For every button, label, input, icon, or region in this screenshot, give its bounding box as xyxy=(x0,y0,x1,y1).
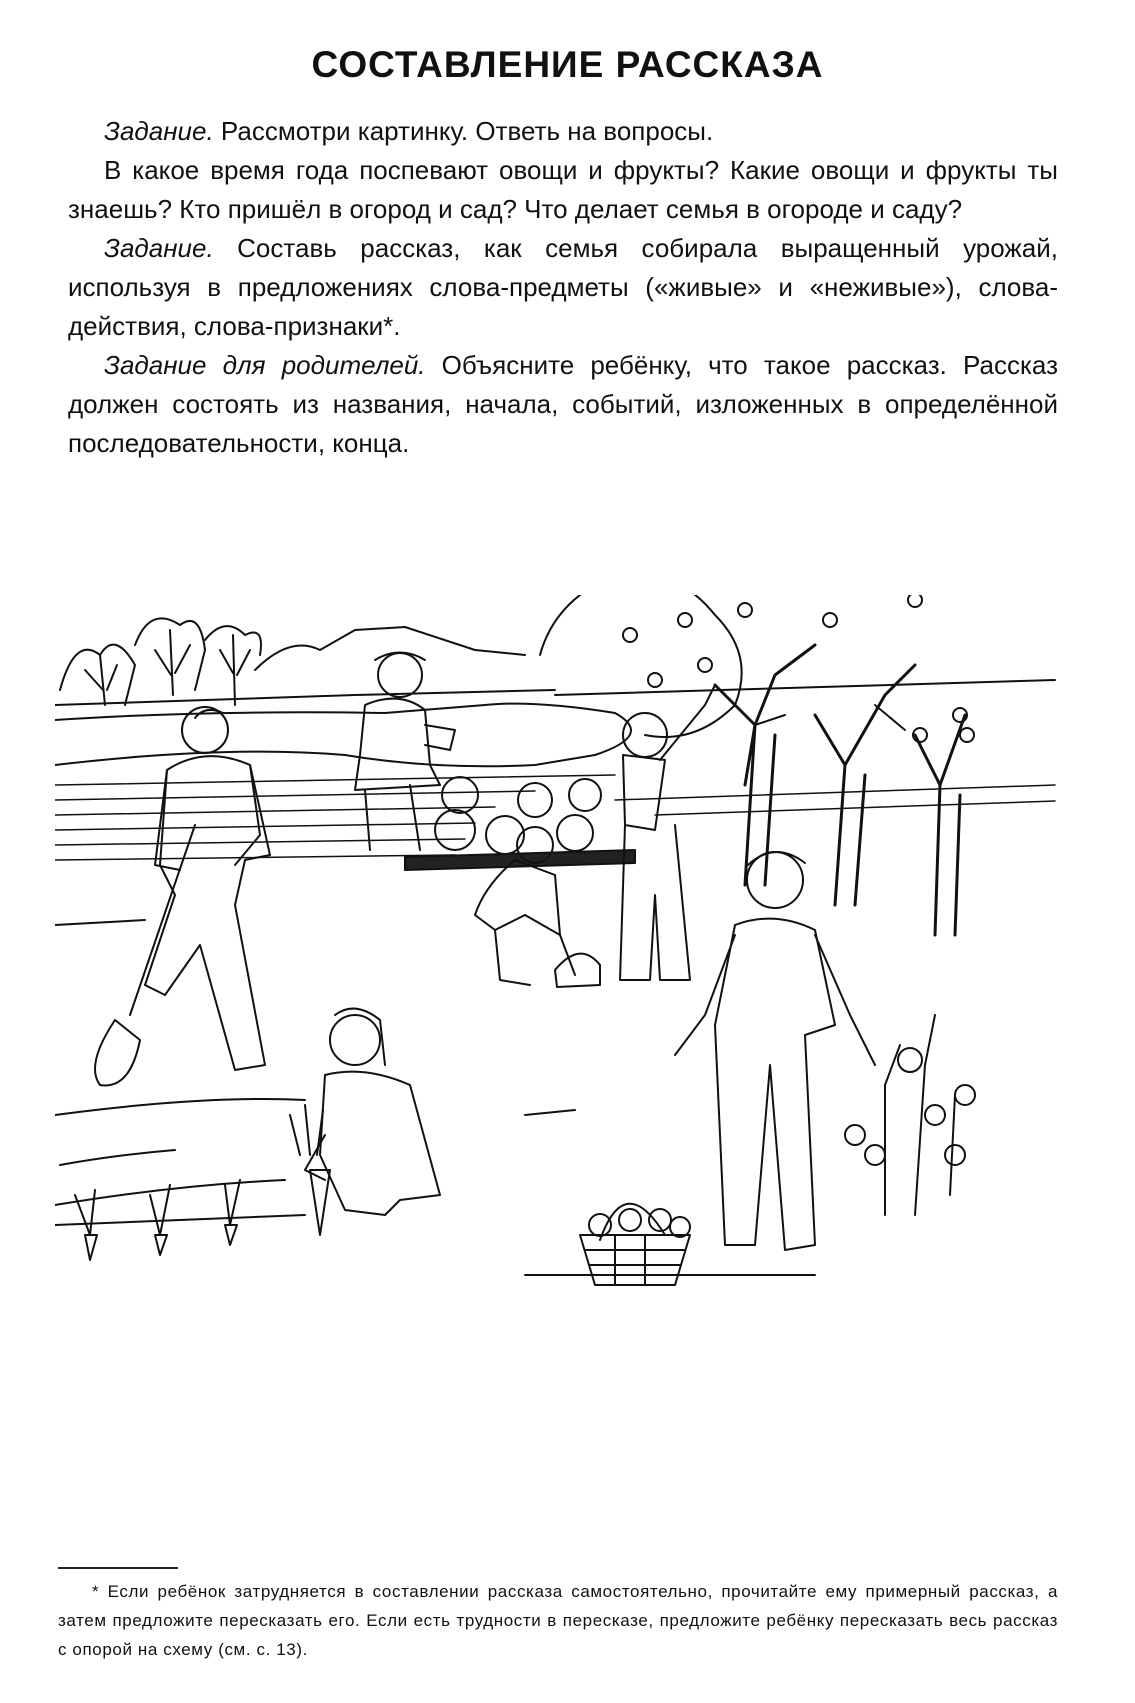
ground xyxy=(55,920,815,1275)
basket-of-apples xyxy=(580,1204,690,1285)
task-text xyxy=(68,112,1058,463)
paragraph-text: Составь рассказ, как семья собирала выращенный урожай, используя в предложениях слова-предметы («живые» и «неживые»), слова-действия, слова-признаки*. xyxy=(68,233,1058,341)
plowed-field xyxy=(55,775,1055,860)
paragraph xyxy=(68,229,1058,346)
father-with-shovel xyxy=(95,707,270,1085)
paragraph xyxy=(68,151,1058,229)
task-label: Задание. xyxy=(104,116,214,146)
apple-trees xyxy=(540,595,974,935)
carrot-bed xyxy=(55,1180,305,1260)
garden-illustration xyxy=(55,595,1065,1395)
footnote xyxy=(58,1577,1058,1664)
background-trees xyxy=(60,618,261,705)
footnote-text: * Если ребёнок затрудняется в составлении рассказа самостоятельно, прочитайте ему примерный рассказ, а затем предложите пересказать его. Если есть трудности в пересказе, предложите ребёнку пересказать весь рассказ с опорой на схему (см. с. 13). xyxy=(58,1582,1058,1659)
horizon-line xyxy=(55,680,1055,705)
paragraph-text: Рассмотри картинку. Ответь на вопросы. xyxy=(213,116,714,146)
paragraph-text: Объясните ребёнку, что такое рассказ. Рассказ должен состоять из названия, начала, событий, изложенных в определённой последовательности, конца. xyxy=(68,350,1058,458)
paragraph xyxy=(68,346,1058,463)
footnote-divider xyxy=(58,1567,178,1569)
hills xyxy=(255,627,525,670)
river xyxy=(55,704,631,767)
page-title: СОСТАВЛЕНИЕ РАССКАЗА xyxy=(311,44,824,85)
grandmother xyxy=(355,653,455,851)
girl-pulling-carrots xyxy=(290,1009,440,1235)
girl-picking-tomatoes xyxy=(675,852,875,1250)
task-label: Задание. xyxy=(104,233,214,263)
paragraph-text: В какое время года поспевают овощи и фрукты? Какие овощи и фрукты ты знаешь? Кто пришёл в огород и сад? Что делает семья в огороде и саду? xyxy=(68,155,1058,224)
paragraph xyxy=(68,112,1058,151)
task-label: Задание для родителей. xyxy=(104,350,426,380)
